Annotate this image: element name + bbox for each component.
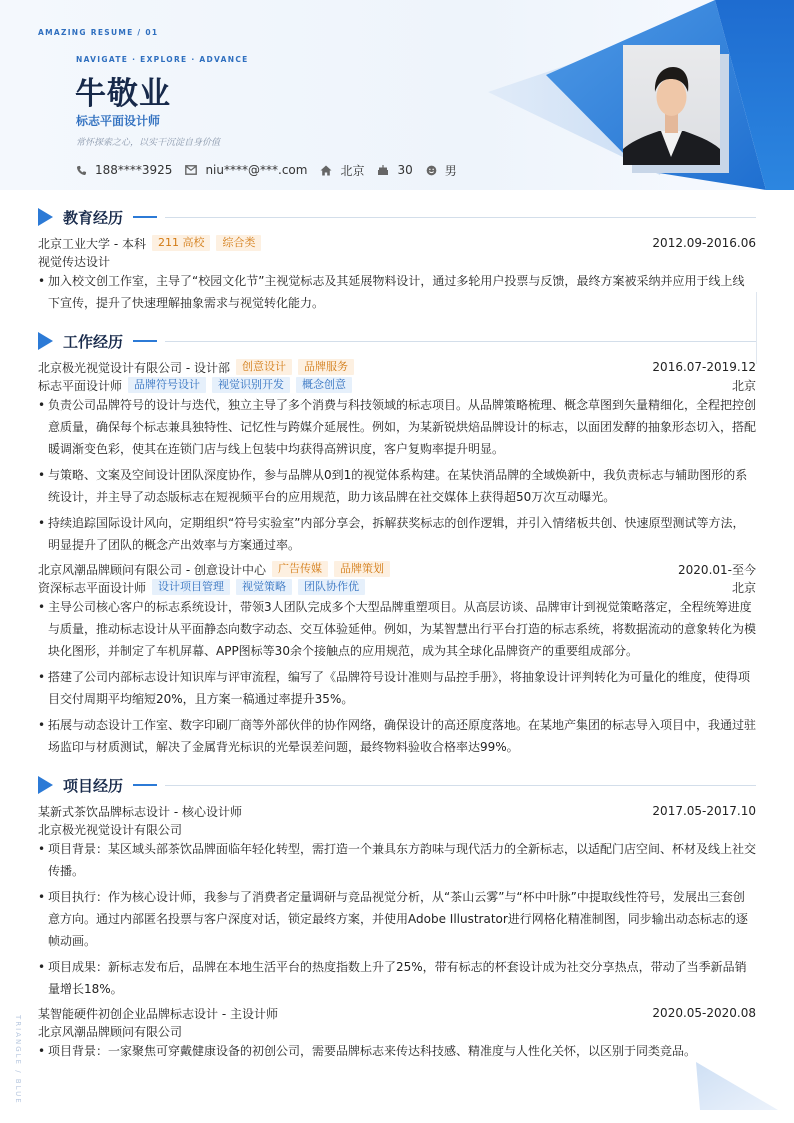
title-rule (165, 341, 756, 342)
corner-decoration (690, 1060, 794, 1123)
phone-icon (76, 165, 87, 176)
contact-gender (426, 162, 457, 179)
email-text: niu****@***.com (205, 163, 308, 177)
company-tag: 广告传媒 (272, 561, 328, 577)
education-bullet: • 加入校文创工作室，主导了“校园文化节”主视觉标志及其延展物料设计，通过多轮用户投票与反馈，最终方案被采纳并应用于线上线下宣传，提升了快速理解抽象需求与视觉转化能力。 (38, 270, 756, 314)
work-location: 北京 (731, 378, 756, 393)
portrait-illustration (623, 45, 720, 165)
work-bullet: • 搭建了公司内部标志设计知识库与评审流程，编写了《品牌符号设计准则与品控手册》，将抽象设计评判转化为可量化的维度，使得项目交付周期平均缩短20%，且方案一稿通过率提升35%。 (38, 666, 756, 710)
city-text: 北京 (340, 163, 365, 178)
job-title: 资深标志平面设计师 (38, 580, 147, 595)
section-title: 工作经历 (63, 332, 124, 351)
project-bullet: • 项目背景：某区域头部茶饮品牌面临年轻化转型，需打造一个兼具东方韵味与现代活力的全新标志，以适配门店空间、杯材及线上社交传播。 (38, 838, 756, 882)
job-title: 标志平面设计师 (38, 378, 123, 393)
project-bullet: • 项目执行：作为核心设计师，我参与了消费者定量调研与竞品视觉分析，从“茶山云雾”与“杯中叶脉”中提取线性符号，发展出三套创意方向。通过内部匿名投票与客户深度对话，锁定最终方案，并使用Adobe Illustrator进行网格化精准制图，同步输出动态标志的逐帧动画。 (38, 886, 756, 952)
candidate-motto: 常怀探索之心，以实干沉淀自身价值 (76, 138, 221, 148)
project-row (38, 802, 756, 820)
skill-tag: 品牌符号设计 (128, 377, 206, 393)
contact-email (185, 163, 307, 177)
triangle-icon (38, 776, 53, 794)
work-dates: 2016.07-2019.12 (652, 360, 756, 374)
work-bullet: • 负责公司品牌符号的设计与迭代，独立主导了多个消费与科技领域的标志项目。从品牌策略梳理、概念草图到矢量精细化，全程把控创意质量，确保每个标志兼具独特性、记忆性与跨媒介延展性。例如，为某新锐烘焙品牌设计的标志，以面团发酵的抽象形态切入，搭配暖调渐变色彩，使其在连锁门店与线上包装中均获得高辨识度，客户复购率提升明显。 (38, 394, 756, 460)
work-dates: 2020.01-至今 (678, 562, 756, 577)
project-org-row (38, 1022, 756, 1040)
candidate-role: 标志平面设计师 (76, 114, 161, 128)
contact-city (320, 162, 364, 179)
project-org: 北京极光视觉设计有限公司 (38, 822, 183, 837)
work-title-row (38, 376, 756, 394)
work-bullet: • 拓展与动态设计工作室、数字印刷厂商等外部伙伴的协作网络，确保设计的高还原度落地。在某地产集团的标志导入项目中，我通过驻场监印与材质测试，解决了金属背光标识的光晕误差问题，最终物料验收合格率达99%。 (38, 714, 756, 758)
gender-text: 男 (444, 163, 457, 178)
candidate-name: 牛敬业 (75, 76, 171, 112)
school-tag: 综合类 (216, 235, 261, 251)
project-name: 某新式茶饮品牌标志设计 - 核心设计师 (38, 804, 242, 819)
company-tag: 创意设计 (236, 359, 292, 375)
age-text: 30 (397, 163, 413, 177)
work-title-row (38, 578, 756, 596)
skill-tag: 视觉识别开发 (212, 377, 290, 393)
home-icon (320, 165, 332, 176)
section-work (38, 331, 756, 351)
work-company-row (38, 560, 756, 578)
company-name: 北京风潮品牌顾问有限公司 - 创意设计中心 (38, 562, 266, 577)
project-bullet: • 项目背景：一家聚焦可穿戴健康设备的初创公司，需要品牌标志来传达科技感、精准度与人性化关怀，以区别于同类竞品。 (38, 1040, 756, 1062)
school-tag: 211 高校 (152, 235, 211, 251)
project-org-row (38, 820, 756, 838)
company-name: 北京极光视觉设计有限公司 - 设计部 (38, 360, 230, 375)
side-caption: TRIANGLE / BLUE (14, 1015, 22, 1105)
smile-icon (426, 165, 437, 176)
company-tag: 品牌策划 (334, 561, 390, 577)
work-bullet: • 持续追踪国际设计风向，定期组织“符号实验室”内部分享会，拆解获奖标志的创作逻辑，并引入情绪板共创、快速原型测试等方法，明显提升了团队的概念产出效率与方案通过率。 (38, 512, 756, 556)
section-education (38, 207, 756, 227)
section-title: 项目经历 (63, 776, 124, 795)
brand-label: AMAZING RESUME / 01 (38, 28, 159, 37)
section-projects (38, 775, 756, 795)
skill-tag: 团队协作优 (298, 579, 365, 595)
mail-icon (185, 165, 197, 175)
school-name: 北京工业大学 - 本科 (38, 236, 146, 251)
title-rule (165, 217, 756, 218)
project-row (38, 1004, 756, 1022)
major-name: 视觉传达设计 (38, 254, 111, 269)
company-tag: 品牌服务 (298, 359, 354, 375)
project-name: 某智能硬件初创企业品牌标志设计 - 主设计师 (38, 1006, 278, 1021)
phone-text: 188****3925 (95, 163, 173, 177)
work-location: 北京 (731, 580, 756, 595)
contact-bar (76, 162, 470, 178)
tagline: NAVIGATE · EXPLORE · ADVANCE (76, 55, 249, 64)
work-bullet: • 主导公司核心客户的标志系统设计，带领3人团队完成多个大型品牌重塑项目。从高层访谈、品牌审计到视觉策略落定，全程统筹进度与质量，推动标志设计从平面静态向数字动态、交互体验延伸。例如，为某智慧出行平台打造的标志系统，将数据流动的意象转化为模块化图形，并制定了车机屏幕、APP图标等30余个接触点的应用规范，成为其全球化品牌资产的重要组成部分。 (38, 596, 756, 662)
decor-vertical-line (756, 292, 757, 364)
title-bar (133, 784, 157, 786)
contact-age (377, 163, 412, 177)
section-title: 教育经历 (63, 208, 124, 227)
title-bar (133, 216, 157, 218)
skill-tag: 视觉策略 (236, 579, 292, 595)
project-bullet: • 项目成果：新标志发布后，品牌在本地生活平台的热度指数上升了25%，带有标志的杯套设计成为社交分享热点，带动了当季新品销量增长18%。 (38, 956, 756, 1000)
skill-tag: 设计项目管理 (152, 579, 230, 595)
major-row (38, 252, 756, 270)
triangle-icon (38, 208, 53, 226)
work-bullet: • 与策略、文案及空间设计团队深度协作，参与品牌从0到1的视觉体系构建。在某快消品牌的全域焕新中，我负责标志与辅助图形的系统设计，并主导了动态版标志在短视频平台的应用规范，助力该品牌在社交媒体上获得超50万次互动曝光。 (38, 464, 756, 508)
cake-icon (377, 164, 389, 176)
project-dates: 2020.05-2020.08 (652, 1006, 756, 1020)
work-company-row (38, 358, 756, 376)
education-row (38, 234, 756, 252)
project-dates: 2017.05-2017.10 (652, 804, 756, 818)
title-bar (133, 340, 157, 342)
title-rule (165, 785, 756, 786)
education-dates: 2012.09-2016.06 (652, 236, 756, 250)
triangle-icon (38, 332, 53, 350)
contact-phone (76, 163, 172, 177)
profile-photo (623, 45, 720, 165)
project-org: 北京风潮品牌顾问有限公司 (38, 1024, 183, 1039)
skill-tag: 概念创意 (296, 377, 352, 393)
